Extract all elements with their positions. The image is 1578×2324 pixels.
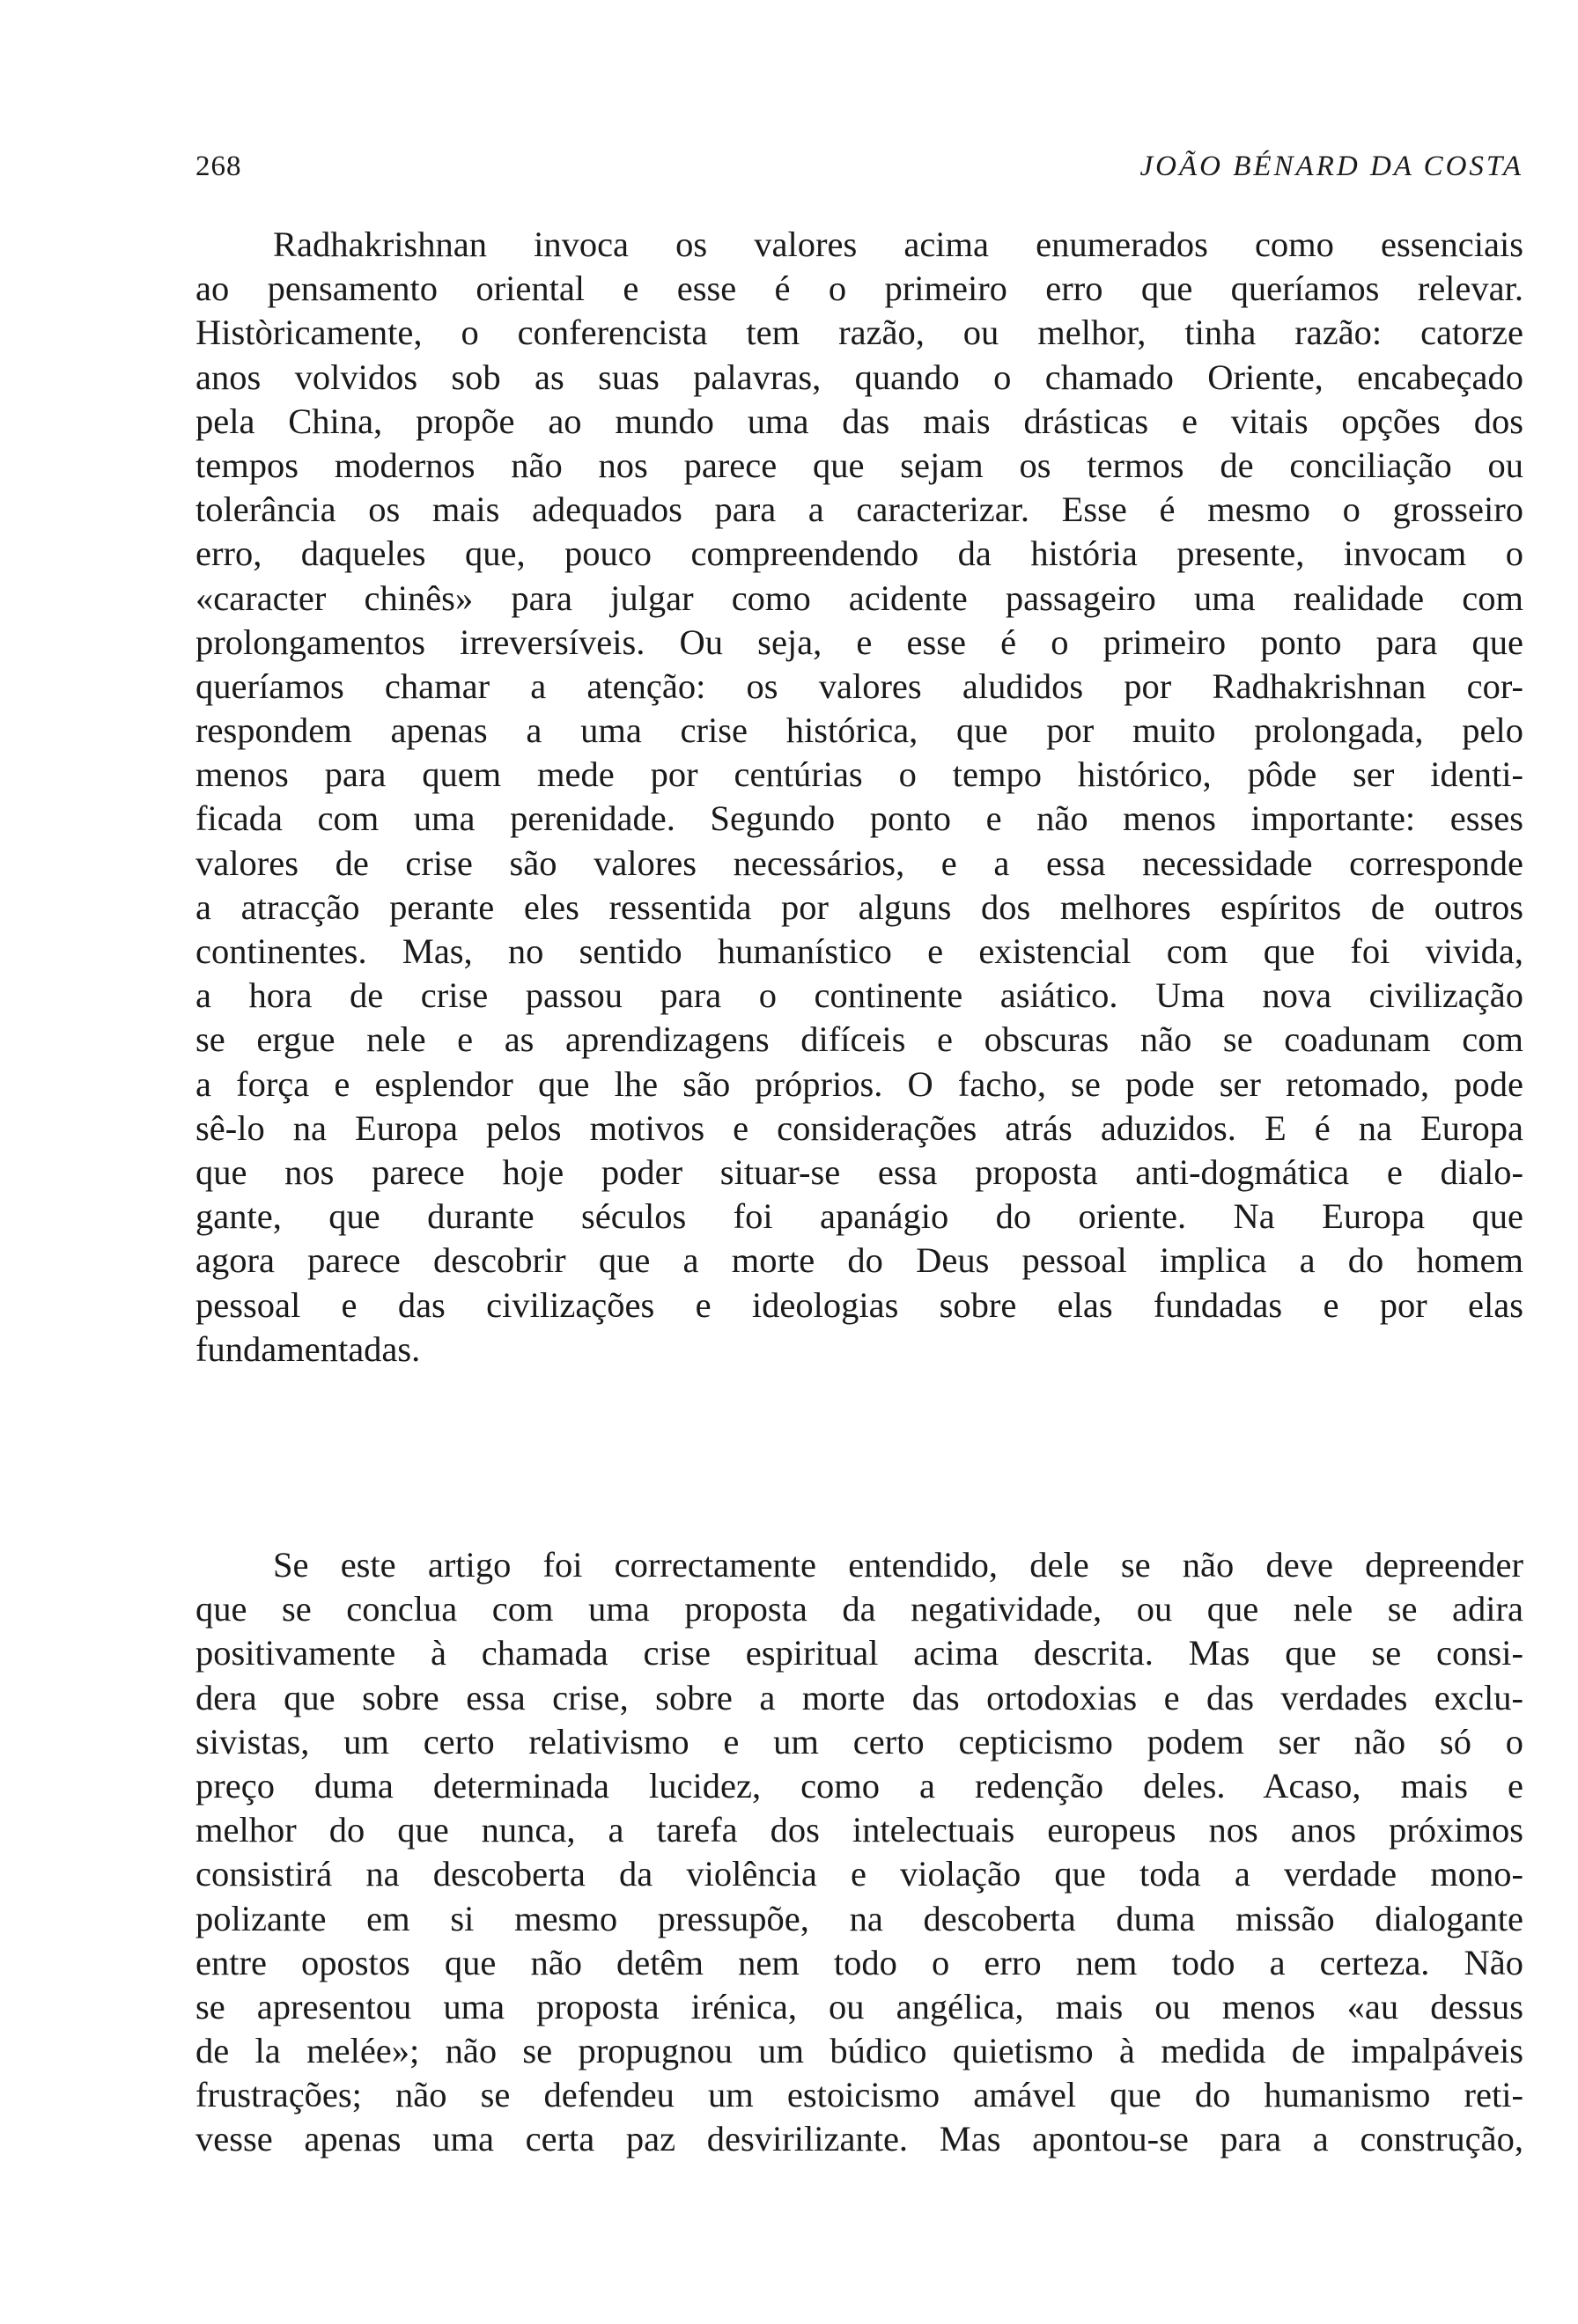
text-line: se ergue nele e as aprendizagens difíceis e obscuras não se coadunam com <box>195 1019 1523 1060</box>
text-line: ficada com uma perenidade. Segundo ponto e não menos importante: esses <box>195 798 1523 839</box>
text-line: que se conclua com uma proposta da negatividade, ou que nele se adira <box>195 1589 1523 1629</box>
text-line: gante, que durante séculos foi apanágio do oriente. Na Europa que <box>195 1196 1523 1237</box>
text-line: a atracção perante eles ressentida por alguns dos melhores espíritos de outros <box>195 886 1523 927</box>
text-line: queríamos chamar a atenção: os valores aludidos por Radhakrishnan cor- <box>195 666 1523 706</box>
text-line: melhor do que nunca, a tarefa dos intelectuais europeus nos anos próximos <box>195 1810 1523 1850</box>
text-line: de la melée»; não se propugnou um búdico quietismo à medida de impalpáveis <box>195 2031 1523 2071</box>
text-line: anos volvidos sob as suas palavras, quando o chamado Oriente, encabeçado <box>195 357 1523 397</box>
text-line: pessoal e das civilizações e ideologias sobre elas fundadas e por elas <box>195 1284 1523 1325</box>
text-line: que nos parece hoje poder situar-se essa proposta anti-dogmática e dialo- <box>195 1151 1523 1192</box>
text-line: prolongamentos irreversíveis. Ou seja, e esse é o primeiro ponto para que <box>195 621 1523 662</box>
text-line: a hora de crise passou para o continente asiático. Uma nova civilização <box>195 975 1523 1016</box>
text-line: continentes. Mas, no sentido humanístico e existencial com que foi vivida, <box>195 931 1523 971</box>
running-head-author: JOÃO BÉNARD DA COSTA <box>1139 151 1523 182</box>
text-line: fundamentadas. <box>195 1328 421 1369</box>
text-line: a força e esplendor que lhe são próprios. O facho, se pode ser retomado, pode <box>195 1063 1523 1104</box>
text-line: pela China, propõe ao mundo uma das mais drásticas e vitais opções dos <box>195 401 1523 441</box>
text-line: dera que sobre essa crise, sobre a morte das ortodoxias e das verdades exclu- <box>195 1677 1523 1717</box>
text-line: valores de crise são valores necessários, e a essa necessidade corresponde <box>195 842 1523 883</box>
body-paragraph <box>195 1543 1523 2162</box>
text-line: polizante em si mesmo pressupõe, na descoberta duma missão dialogante <box>195 1898 1523 1938</box>
text-line: vesse apenas uma certa paz desvirilizante. Mas apontou-se para a construção, <box>195 2119 1523 2159</box>
text-line: agora parece descobrir que a morte do Deus pessoal implica a do homem <box>195 1240 1523 1281</box>
text-line: sê-lo na Europa pelos motivos e considerações atrás aduzidos. E é na Europa <box>195 1107 1523 1148</box>
body-paragraph <box>195 223 1523 1372</box>
running-head <box>195 144 1523 188</box>
text-line: tolerância os mais adequados para a caracterizar. Esse é mesmo o grosseiro <box>195 489 1523 530</box>
text-line: consistirá na descoberta da violência e violação que toda a verdade mono- <box>195 1854 1523 1894</box>
text-line: ao pensamento oriental e esse é o primeiro erro que queríamos relevar. <box>195 268 1523 309</box>
text-line: tempos modernos não nos parece que sejam os termos de conciliação ou <box>195 445 1523 485</box>
text-line: se apresentou uma proposta irénica, ou angélica, mais ou menos «au dessus <box>195 1986 1523 2026</box>
text-line: «caracter chinês» para julgar como acidente passageiro uma realidade com <box>195 577 1523 618</box>
page-number: 268 <box>195 151 242 182</box>
text-line: sivistas, um certo relativismo e um certo cepticismo podem ser não só o <box>195 1721 1523 1761</box>
text-line: preço duma determinada lucidez, como a redenção deles. Acaso, mais e <box>195 1765 1523 1806</box>
text-line: Històricamente, o conferencista tem razão, ou melhor, tinha razão: catorze <box>195 313 1523 353</box>
text-line: entre opostos que não detêm nem todo o erro nem todo a certeza. Não <box>195 1942 1523 1982</box>
text-line: Radhakrishnan invoca os valores acima enumerados como essenciais <box>273 224 1523 264</box>
text-line: erro, daqueles que, pouco compreendendo da história presente, invocam o <box>195 533 1523 574</box>
text-line: frustrações; não se defendeu um estoicismo amável que do humanismo reti- <box>195 2075 1523 2115</box>
text-line: respondem apenas a uma crise histórica, que por muito prolongada, pelo <box>195 710 1523 751</box>
text-line: menos para quem mede por centúrias o tempo histórico, pôde ser identi- <box>195 754 1523 795</box>
text-line: positivamente à chamada crise espiritual acima descrita. Mas que se consi- <box>195 1633 1523 1673</box>
text-line: Se este artigo foi correctamente entendido, dele se não deve depreender <box>273 1545 1523 1585</box>
